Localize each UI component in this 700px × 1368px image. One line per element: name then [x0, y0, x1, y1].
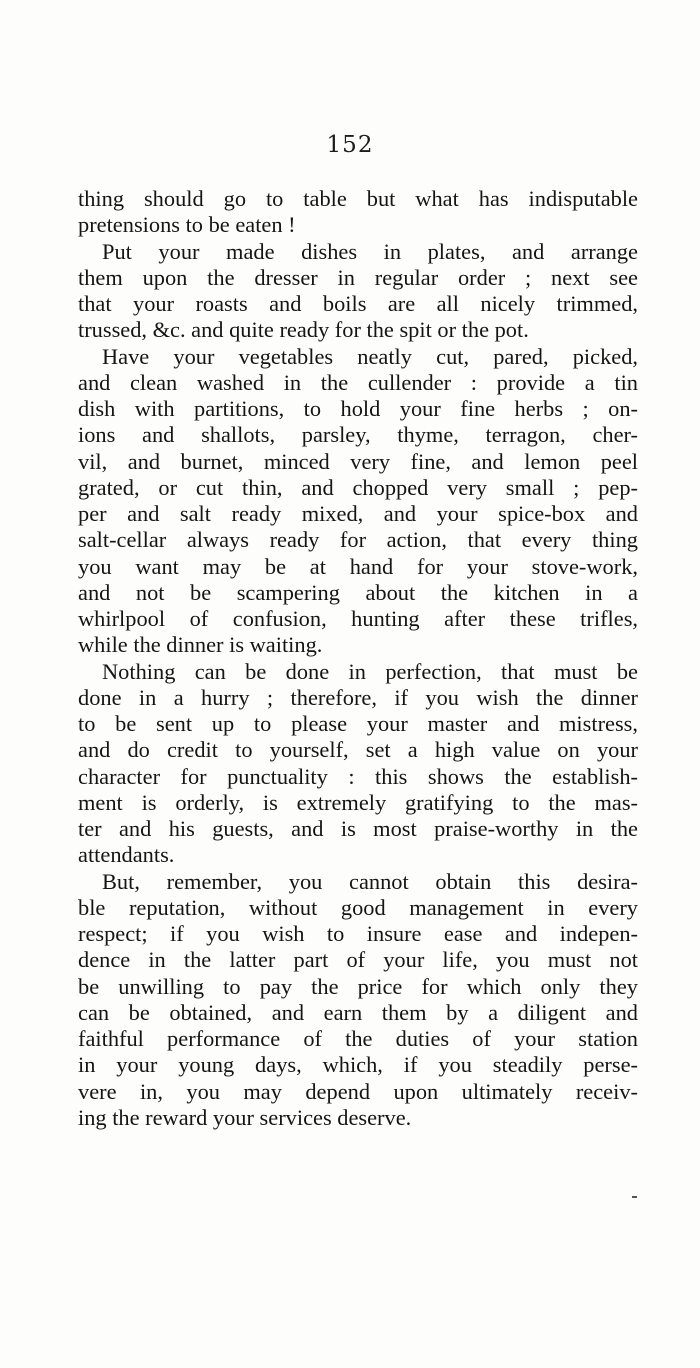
print-speck — [632, 1196, 637, 1198]
text-line: dence in the latter part of your life, you must not — [78, 947, 638, 973]
text-line: in your young days, which, if you steadily perse- — [78, 1052, 638, 1078]
text-line: to be sent up to please your master and mistress, — [78, 711, 638, 736]
text-line: vil, and burnet, minced very fine, and lemon peel — [78, 448, 638, 474]
text-line: ble reputation, without good management in every — [78, 894, 638, 920]
text-line: you want may be at hand for your stove-work, — [78, 553, 638, 579]
text-line: grated, or cut thin, and chopped very small ; pep- — [78, 474, 638, 500]
text-line: ions and shallots, parsley, thyme, terragon, cher- — [78, 422, 638, 448]
text-line: thing should go to table but what has indisputable — [78, 186, 638, 211]
text-line: salt-cellar always ready for action, that every thing — [78, 527, 638, 553]
text-line: whirlpool of confusion, hunting after these trifles, — [78, 606, 638, 631]
text-line: ing the reward your services deserve. — [78, 1104, 412, 1130]
text-line: ment is orderly, is extremely gratifying to the mas- — [78, 789, 638, 815]
text-line: and clean washed in the cullender : provide a tin — [78, 369, 638, 395]
text-line: character for punctuality : this shows the establish- — [78, 763, 638, 789]
text-line: done in a hurry ; therefore, if you wish the dinner — [78, 684, 638, 710]
text-line: faithful performance of the duties of your station — [78, 1026, 638, 1051]
text-line: per and salt ready mixed, and your spice-box and — [78, 501, 638, 526]
text-line: pretensions to be eaten ! — [78, 212, 296, 238]
text-line: attendants. — [78, 842, 175, 868]
text-line: be unwilling to pay the price for which only they — [78, 973, 638, 999]
text-line: Nothing can be done in perfection, that must be — [102, 658, 638, 684]
text-line: Put your made dishes in plates, and arrange — [102, 238, 638, 264]
text-line: Have your vegetables neatly cut, pared, picked, — [102, 343, 638, 369]
text-line: But, remember, you cannot obtain this desira- — [102, 868, 638, 894]
text-line: vere in, you may depend upon ultimately receiv- — [78, 1078, 638, 1104]
text-line: trussed, &c. and quite ready for the spit or the pot. — [78, 317, 529, 343]
text-line: and do credit to yourself, set a high value on your — [78, 737, 638, 763]
text-line: while the dinner is waiting. — [78, 632, 323, 658]
text-line: that your roasts and boils are all nicely trimmed, — [78, 291, 638, 316]
text-line: dish with partitions, to hold your fine herbs ; on- — [78, 396, 638, 421]
page-number: 152 — [326, 132, 374, 158]
text-line: them upon the dresser in regular order ; next see — [78, 264, 638, 290]
body-text — [78, 186, 638, 1131]
text-line: and not be scampering about the kitchen in a — [78, 579, 638, 605]
text-line: ter and his guests, and is most praise-worthy in the — [78, 816, 638, 841]
text-line: can be obtained, and earn them by a diligent and — [78, 999, 638, 1025]
text-line: respect; if you wish to insure ease and indepen- — [78, 921, 638, 946]
